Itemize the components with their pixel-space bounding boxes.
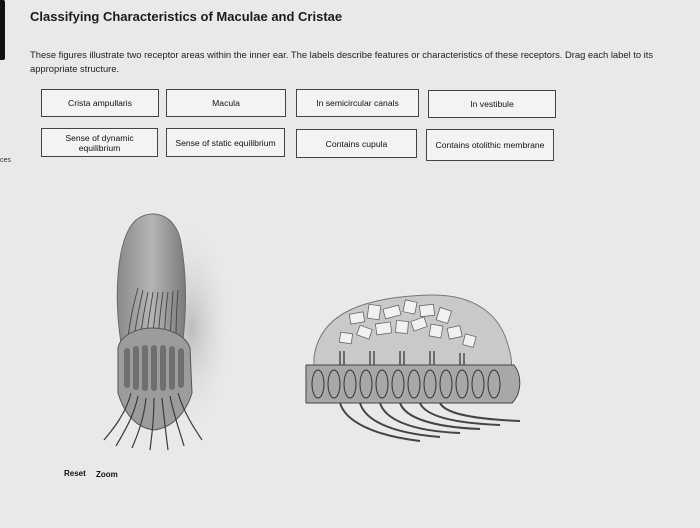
label-macula[interactable]: Macula xyxy=(166,89,286,117)
instructions-text: These figures illustrate two receptor areas within the inner ear. The labels describe features or characteristics of these receptors. Drag each label to its appropriate structure. xyxy=(30,49,654,74)
zoom-button[interactable]: Zoom xyxy=(96,470,118,479)
page-title: Classifying Characteristics of Maculae and Cristae xyxy=(30,9,343,24)
label-contains-cupula[interactable]: Contains cupula xyxy=(296,129,417,158)
reset-button[interactable]: Reset xyxy=(64,469,86,478)
edge-truncated-text: ces xyxy=(0,157,11,164)
label-sense-of-static-equilibrium[interactable]: Sense of static equilibrium xyxy=(166,128,285,157)
label-crista-ampullaris[interactable]: Crista ampullaris xyxy=(41,89,159,117)
label-sense-of-dynamic-equilibrium[interactable]: Sense of dynamic equilibrium xyxy=(41,128,158,157)
left-edge-tab[interactable] xyxy=(0,0,5,60)
label-contains-otolithic-membrane[interactable]: Contains otolithic membrane xyxy=(426,129,554,161)
macula-illustration xyxy=(300,285,530,455)
label-in-vestibule[interactable]: In vestibule xyxy=(428,90,556,118)
label-in-semicircular-canals[interactable]: In semicircular canals xyxy=(296,89,419,117)
crista-ampullaris-illustration xyxy=(96,208,236,453)
